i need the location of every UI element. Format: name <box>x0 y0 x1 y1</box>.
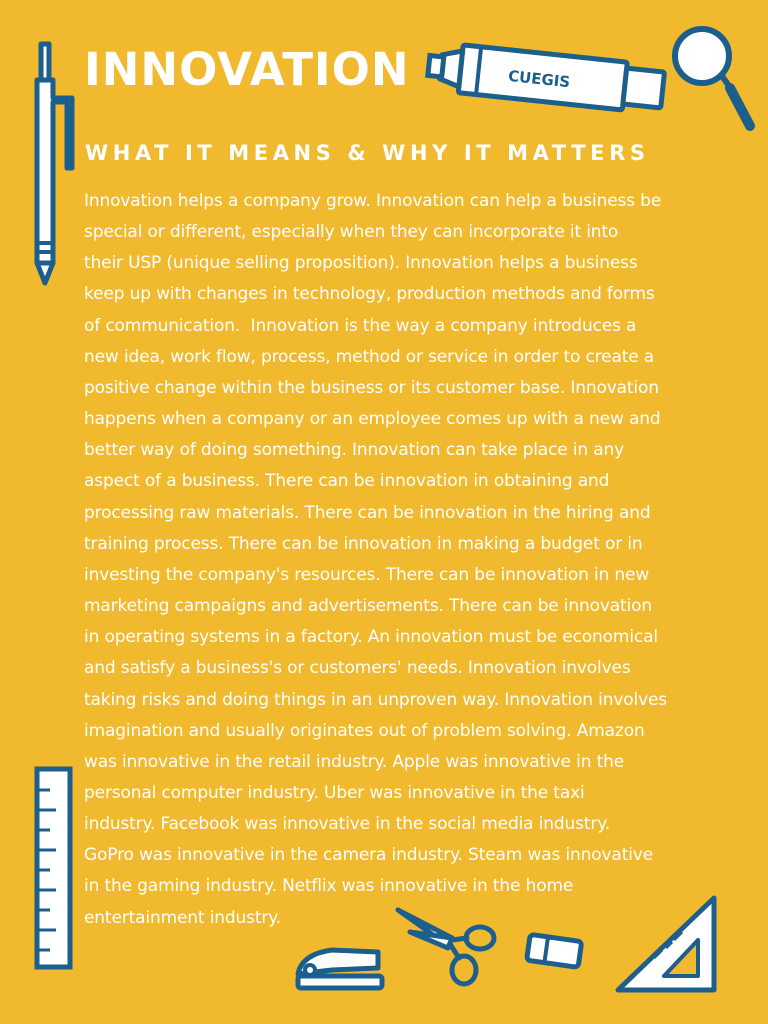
body-line: better way of doing something. Innovation can take place in any <box>84 440 625 461</box>
page-subtitle: WHAT IT MEANS & WHY IT MATTERS <box>85 141 650 165</box>
body-line: aspect of a business. There can be innovation in obtaining and <box>84 471 610 492</box>
body-line: GoPro was innovative in the camera industry. Steam was innovative <box>84 845 653 866</box>
body-line: investing the company's resources. There can be innovation in new <box>84 564 650 585</box>
body-line: marketing campaigns and advertisements. There can be innovation <box>84 596 652 617</box>
stapler-icon <box>292 940 386 996</box>
body-line: processing raw materials. There can be innovation in the hiring and <box>84 502 651 523</box>
body-line: positive change within the business or its customer base. Innovation <box>84 377 659 398</box>
body-line: special or different, especially when they can incorporate it into <box>84 222 619 243</box>
body-line: taking risks and doing things in an unproven way. Innovation involves <box>84 689 667 710</box>
eraser-icon <box>524 932 586 972</box>
body-line: Innovation helps a company grow. Innovation can help a business be <box>84 191 662 211</box>
body-line: new idea, work flow, process, method or service in order to create a <box>84 346 655 367</box>
body-line: was innovative in the retail industry. Apple was innovative in the <box>84 751 625 772</box>
marker-label: CUEGIS <box>507 66 571 92</box>
marker-icon <box>420 40 675 122</box>
magnifying-glass-icon <box>666 16 758 136</box>
body-line: in operating systems in a factory. An innovation must be economical <box>84 627 658 648</box>
body-text <box>84 186 738 934</box>
body-line: training process. There can be innovation in making a budget or in <box>84 533 643 554</box>
body-line: imagination and usually originates out of problem solving. Amazon <box>84 720 645 741</box>
page-title: INNOVATION <box>84 43 410 96</box>
scissors-icon <box>394 904 506 992</box>
body-line: keep up with changes in technology, production methods and forms <box>84 284 655 305</box>
body-line: their USP (unique selling proposition). Innovation helps a business <box>84 253 638 274</box>
body-line: of communication. Innovation is the way a company introduces a <box>84 315 637 336</box>
ruler-icon <box>34 766 76 970</box>
body-line: industry. Facebook was innovative in the social media industry. <box>84 814 610 835</box>
pen-icon <box>26 38 78 288</box>
body-line: personal computer industry. Uber was innovative in the taxi <box>84 782 585 803</box>
body-line: happens when a company or an employee comes up with a new and <box>84 409 661 430</box>
set-square-icon <box>612 892 724 996</box>
body-line: and satisfy a business's or customers' needs. Innovation involves <box>84 658 631 679</box>
body-line: in the gaming industry. Netflix was innovative in the home <box>84 876 574 897</box>
body-line: entertainment industry. <box>84 907 281 928</box>
